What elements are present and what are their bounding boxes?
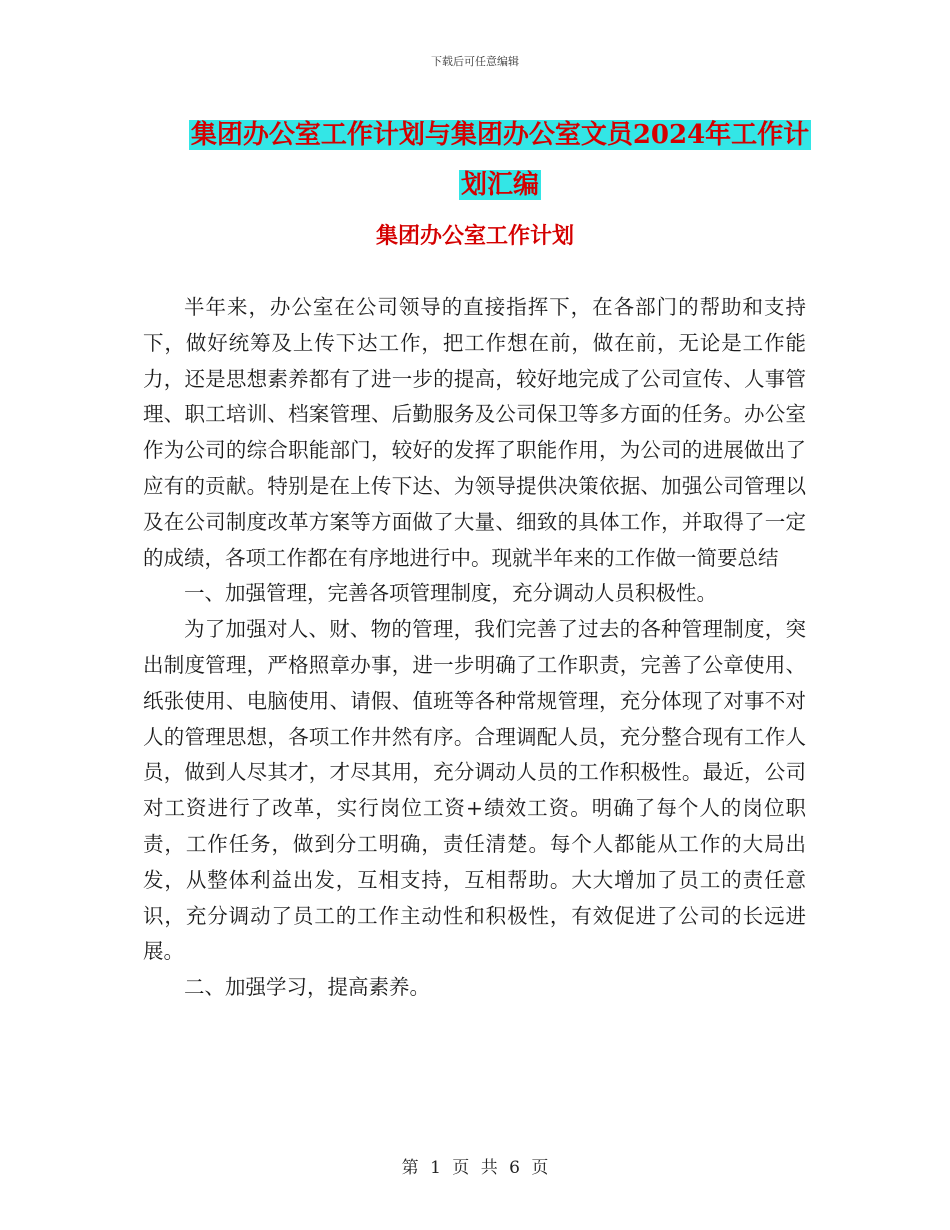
section-title: 集团办公室工作计划 (375, 223, 574, 249)
document-title (140, 110, 860, 210)
page-footer: 第 1 页 共 6 页 (401, 1158, 549, 1178)
paragraph-intro: 半年来，办公室在公司领导的直接指挥下，在各部门的帮助和支持下，做好统筹及上传下达工作，把工作想在前，做在前，无论是工作能力，还是思想素养都有了进一步的提高，较好地完成了公司宣传、人事管理、职工培训、档案管理、后勤服务及公司保卫等多方面的任务。办公室作为公司的综合职能部门，较好的发挥了职能作用，为公司的进展做出了应有的贡献。特别是在上传下达、为领导提供决策依据、加强公司管理以及在公司制度改革方案等方面做了大量、细致的具体工作，并取得了一定的成绩，各项工作都在有序地进行中。现就半年来的工作做一简要总结 (143, 295, 806, 570)
paragraph-heading-1: 一、加强管理，完善各项管理制度，充分调动人员积极性。 (184, 581, 717, 606)
paragraph-heading-2: 二、加强学习，提高素养。 (184, 975, 430, 1000)
paragraph-management: 为了加强对人、财、物的管理，我们完善了过去的各种管理制度，突出制度管理，严格照章办事，进一步明确了工作职责，完善了公章使用、纸张使用、电脑使用、请假、值班等各种常规管理，充分体现了对事不对人的管理思想，各项工作井然有序。合理调配人员，充分整合现有工作人员，做到人尽其才，才尽其用，充分调动人员的工作积极性。最近，公司对工资进行了改革，实行岗位工资+绩效工资。明确了每个人的岗位职责，工作任务，做到分工明确，责任清楚。每个人都能从工作的大局出发，从整体利益出发，互相支持，互相帮助。大大增加了员工的责任意识，充分调动了员工的工作主动性和积极性，有效促进了公司的长远进展。 (143, 617, 806, 964)
body-text (143, 290, 806, 1006)
document-title-line-2: 划汇编 (460, 170, 539, 200)
document-title-line-1: 集团办公室工作计划与集团办公室文员2024年工作计 (190, 120, 810, 150)
header-note: 下载后可任意编辑 (431, 55, 519, 68)
